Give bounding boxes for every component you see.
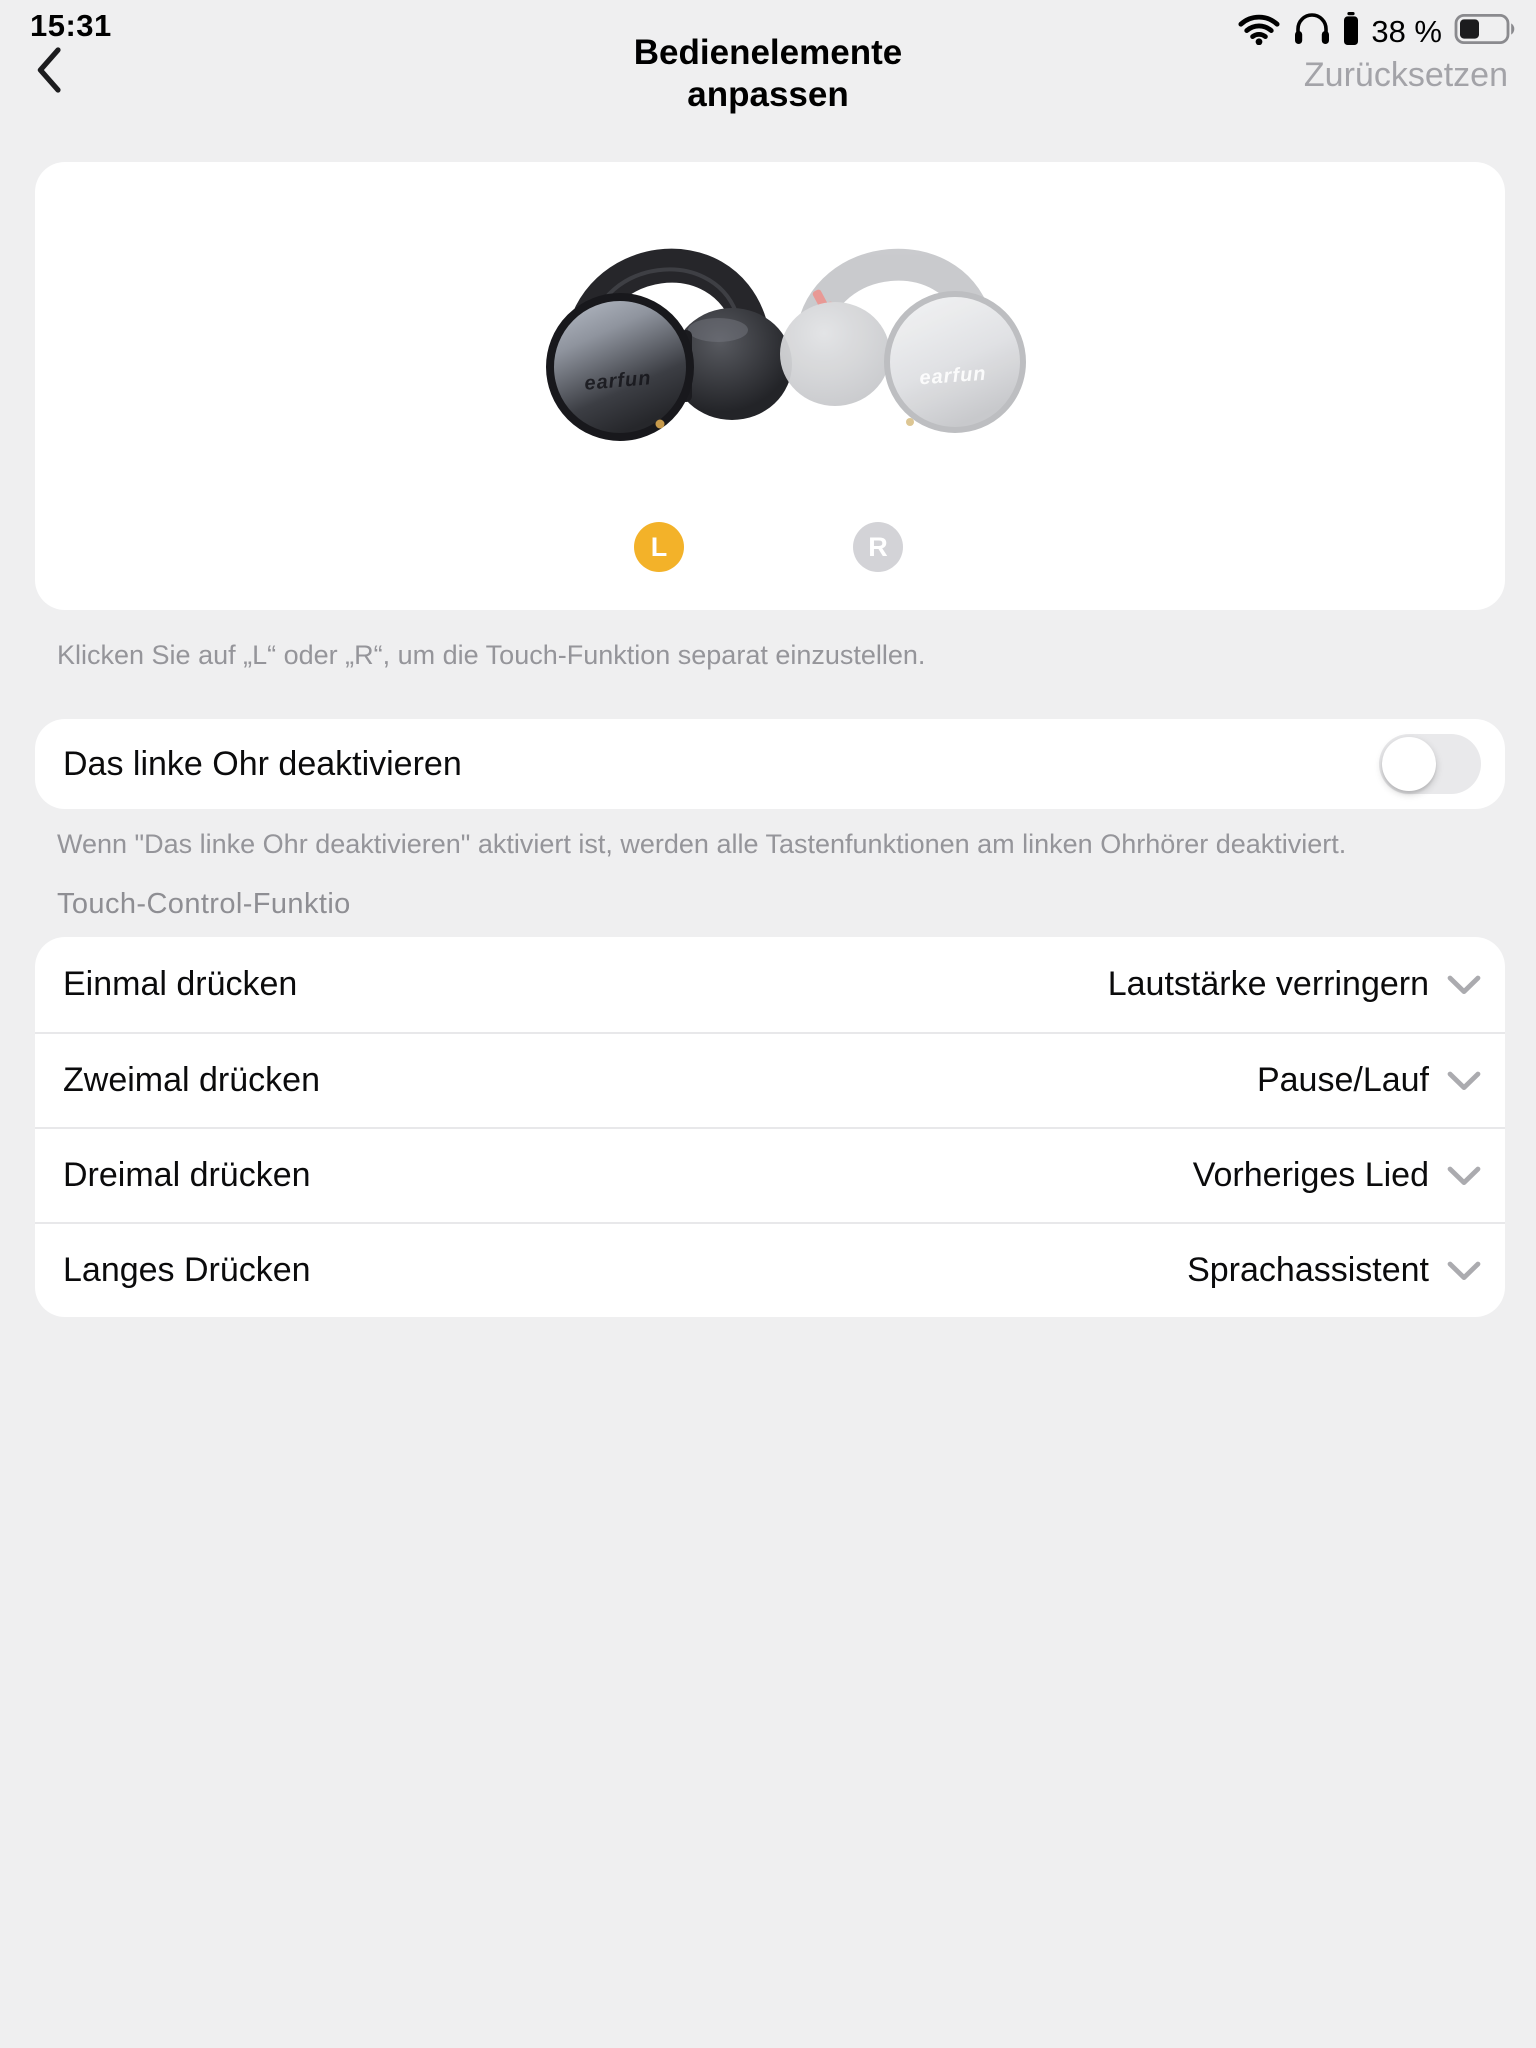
- wifi-icon: [1237, 13, 1281, 50]
- svg-text:earfun: earfun: [583, 367, 653, 395]
- svg-text:earfun: earfun: [918, 362, 988, 390]
- disable-left-ear-hint: Wenn "Das linke Ohr deaktivieren" aktiviert ist, werden alle Tastenfunktionen am linken Ohrhörer deaktiviert.: [57, 829, 1347, 859]
- touch-functions-card: [35, 937, 1505, 1317]
- single-press-row[interactable]: [35, 937, 1505, 1032]
- left-earbud-select-button[interactable]: L: [634, 522, 684, 572]
- back-button[interactable]: [36, 48, 66, 96]
- long-press-label: Langes Drücken: [63, 1251, 311, 1289]
- device-preview-card: [35, 162, 1505, 610]
- triple-press-row[interactable]: [35, 1127, 1505, 1222]
- headphones-battery-icon: [1343, 12, 1359, 51]
- earbuds-image: [520, 212, 1040, 477]
- lr-hint-text: Klicken Sie auf „L“ oder „R“, um die Touch-Funktion separat einzustellen.: [57, 640, 926, 670]
- headphones-icon: [1293, 12, 1331, 51]
- chevron-down-icon[interactable]: [1447, 1261, 1481, 1281]
- disable-left-ear-row: [35, 719, 1505, 809]
- long-press-row[interactable]: [35, 1222, 1505, 1317]
- toggle-knob: [1382, 737, 1436, 791]
- chevron-left-icon: [36, 47, 62, 98]
- chevron-down-icon[interactable]: [1447, 975, 1481, 995]
- left-earbud: [550, 266, 792, 437]
- status-time: 15:31: [30, 8, 112, 43]
- disable-left-ear-toggle[interactable]: [1379, 734, 1481, 794]
- single-press-value: Lautstärke verringern: [1107, 965, 1429, 1003]
- battery-icon: [1454, 13, 1518, 50]
- double-press-value: Pause/Lauf: [1256, 1061, 1429, 1099]
- status-icons: [1237, 12, 1518, 51]
- page-title: Bedienelemente anpassen: [633, 33, 903, 114]
- chevron-down-icon[interactable]: [1447, 1166, 1481, 1186]
- double-press-row[interactable]: [35, 1032, 1505, 1127]
- chevron-down-icon[interactable]: [1447, 1071, 1481, 1091]
- long-press-value: Sprachassistent: [1187, 1251, 1429, 1289]
- reset-button[interactable]: Zurücksetzen: [1303, 56, 1508, 94]
- triple-press-value: Vorheriges Lied: [1192, 1156, 1429, 1194]
- single-press-label: Einmal drücken: [63, 965, 298, 1003]
- right-earbud: [780, 265, 1023, 430]
- triple-press-label: Dreimal drücken: [63, 1156, 311, 1194]
- double-press-label: Zweimal drücken: [63, 1061, 320, 1099]
- battery-percent-text: 38 %: [1371, 13, 1442, 49]
- right-earbud-select-button[interactable]: R: [853, 522, 903, 572]
- disable-left-ear-label: Das linke Ohr deaktivieren: [63, 744, 462, 783]
- touch-control-section-label: Touch-Control-Funktio: [57, 888, 351, 920]
